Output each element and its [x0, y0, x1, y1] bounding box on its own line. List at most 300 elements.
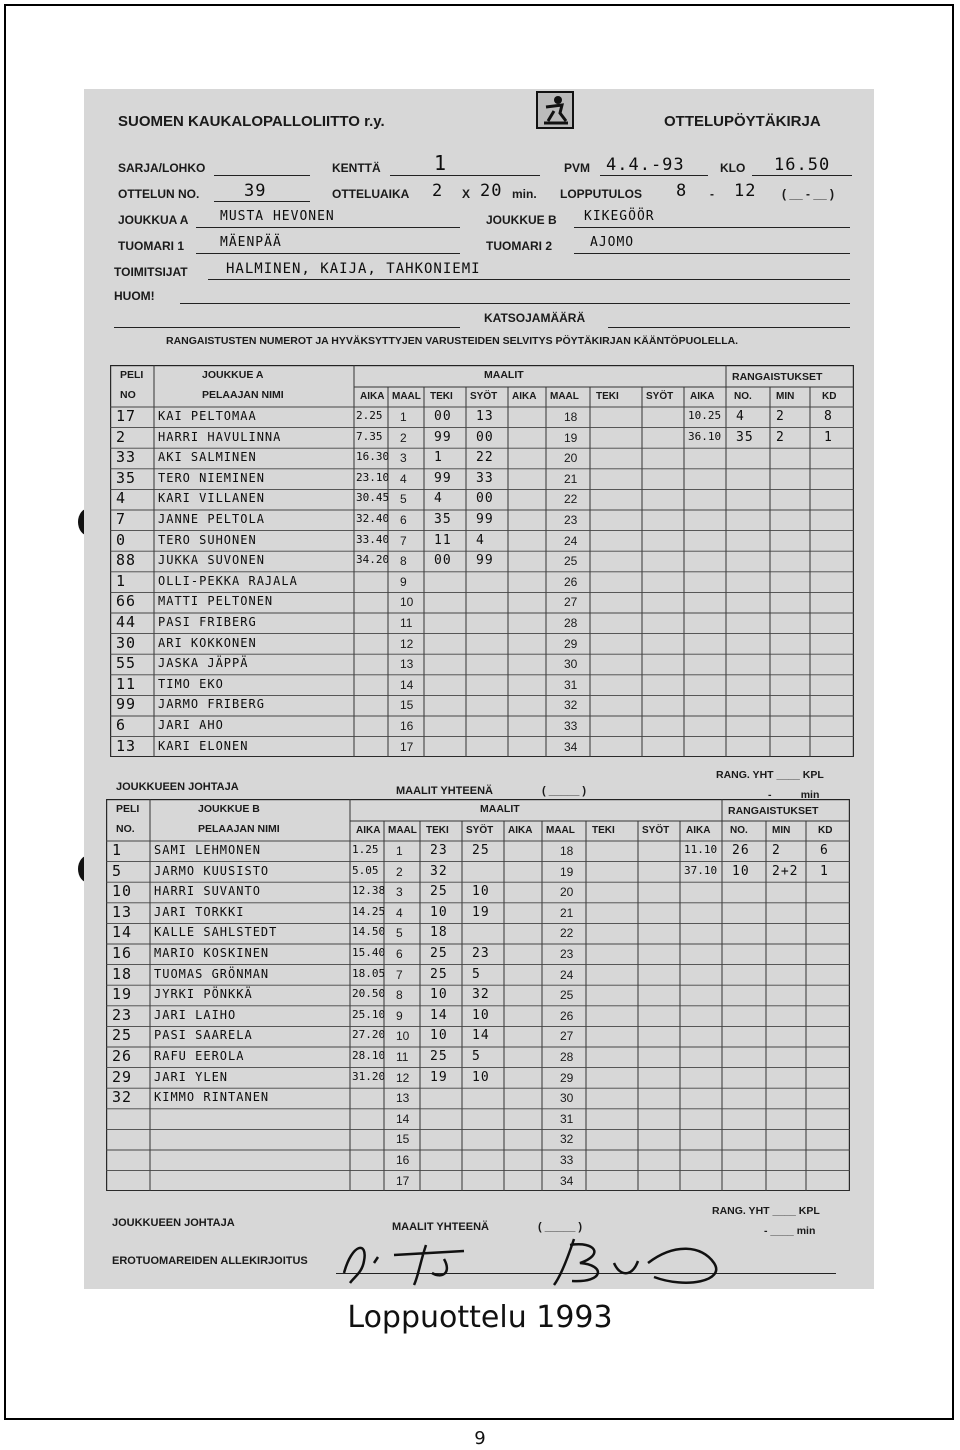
team-a-rang-yht-label: RANG. YHT ____ KPL [716, 769, 824, 781]
goal-scorer: 23 [430, 843, 448, 858]
col-sub-header: TEKI [426, 825, 449, 836]
tuomari1-value: MÄENPÄÄ [220, 235, 282, 250]
goal-time: 1.25 [352, 843, 379, 856]
aika-unit: min. [512, 187, 537, 201]
col-no: NO. [116, 823, 135, 835]
penalty-player: 10 [732, 863, 750, 879]
penalty-player: 26 [732, 843, 750, 858]
team-a-johtaja-label: JOUKKUEEN JOHTAJA [116, 781, 239, 793]
goal-assist: 33 [476, 470, 494, 486]
goal-number-2: 31 [564, 677, 578, 692]
col-sub-header: TEKI [430, 391, 453, 402]
penalty-minutes: 2+2 [772, 863, 799, 879]
goal-assist: 10 [472, 1007, 490, 1023]
goal-assist: 13 [476, 409, 494, 424]
player-name: RAFU EEROLA [154, 1049, 245, 1063]
goal-number-2: 33 [564, 719, 578, 733]
player-number: 13 [116, 736, 137, 755]
col-peli: PELI [116, 803, 140, 815]
tulos-dash: - [710, 187, 714, 201]
col-peli: PELI [120, 369, 144, 381]
player-name: OLLI-PEKKA RAJALA [158, 573, 298, 588]
goal-number-2: 23 [564, 513, 578, 527]
page-number: 9 [474, 1428, 486, 1449]
goal-assist: 23 [472, 946, 490, 961]
joukkue-a-value: MUSTA HEVONEN [220, 209, 335, 224]
goal-scorer: 25 [430, 946, 448, 961]
player-name: ARI KOKKONEN [158, 635, 257, 650]
goal-scorer: 1 [434, 450, 443, 466]
player-name: JARMO FRIBERG [158, 697, 265, 712]
player-name: JANNE PELTOLA [158, 512, 265, 526]
goal-time: 14.25 [352, 904, 386, 918]
col-rangaistukset: RANGAISTUKSET [732, 371, 823, 383]
goal-time: 23.10 [356, 470, 390, 484]
aika-minutes: 20 [480, 181, 503, 201]
referee-signatures [334, 1233, 754, 1289]
col-sub-header: AIKA [690, 391, 715, 402]
klo-value: 16.50 [774, 155, 831, 175]
penalty-minutes: 2 [776, 429, 785, 445]
goal-number: 5 [396, 926, 403, 941]
goal-number: 9 [400, 574, 407, 589]
col-sub-header: NO. [730, 825, 748, 836]
goal-assist: 5 [472, 1049, 481, 1064]
toimitsijat-label: TOIMITSIJAT [114, 265, 188, 279]
toimitsijat-value: HALMINEN, KAIJA, TAHKONIEMI [226, 261, 481, 277]
team-b-rang-yht-label: RANG. YHT ____ KPL [712, 1205, 820, 1217]
goal-number-2: 26 [564, 574, 578, 589]
player-number: 7 [116, 510, 127, 528]
col-sub-header: AIKA [508, 825, 533, 836]
goal-number-2: 28 [564, 616, 578, 630]
aika-x: X [462, 187, 471, 201]
tuomari2-line [574, 253, 850, 254]
goal-scorer: 18 [430, 925, 448, 941]
goal-number: 15 [400, 698, 414, 713]
col-sub-header: KD [818, 825, 833, 836]
goal-scorer: 25 [430, 966, 448, 982]
penalty-time: 10.25 [688, 409, 722, 422]
col-sub-header: SYÖT [470, 391, 498, 402]
goal-scorer: 35 [434, 512, 452, 527]
goal-assist: 10 [472, 1069, 490, 1085]
col-no: NO [120, 389, 136, 401]
goal-number: 8 [396, 988, 403, 1003]
player-number: 5 [112, 861, 123, 880]
goal-number-2: 22 [564, 492, 578, 507]
player-name: TERO NIEMINEN [158, 470, 265, 485]
col-sub-header: SYÖT [466, 825, 494, 836]
huom-label: HUOM! [114, 289, 155, 303]
goal-number: 17 [396, 1173, 410, 1188]
goal-time: 2.25 [356, 409, 383, 422]
goal-number: 15 [396, 1132, 410, 1147]
penalty-time: 36.10 [688, 429, 722, 443]
tuomari2-label: TUOMARI 2 [486, 239, 552, 253]
player-number: 66 [116, 592, 137, 611]
goal-number: 13 [400, 657, 414, 672]
goal-number: 3 [396, 885, 403, 900]
col-sub-header: AIKA [360, 391, 385, 402]
player-number: 10 [112, 882, 133, 901]
goal-assist: 99 [476, 512, 494, 527]
goal-time: 16.30 [356, 450, 390, 464]
goal-number: 10 [400, 595, 414, 610]
tulos-label: LOPPUTULOS [560, 187, 643, 201]
goal-assist: 25 [472, 843, 490, 858]
goal-scorer: 99 [434, 429, 452, 445]
player-name: JARMO KUUSISTO [154, 863, 270, 878]
col-sub-header: MAAL [392, 391, 421, 402]
player-number: 25 [112, 1026, 133, 1045]
joukkue-a-line [196, 227, 460, 228]
player-number: 19 [112, 985, 133, 1004]
player-name: HARRI HAVULINNA [158, 429, 282, 444]
goal-number-2: 31 [560, 1111, 574, 1126]
goal-number: 16 [396, 1153, 410, 1167]
katsoja-label: KATSOJAMÄÄRÄ [484, 311, 586, 325]
goal-time: 18.05 [352, 966, 386, 980]
goal-number-2: 33 [560, 1153, 574, 1167]
goal-number: 11 [396, 1050, 409, 1064]
joukkue-b-label: JOUKKUE B [486, 213, 557, 227]
tulos-b: 12 [734, 181, 757, 201]
goal-number: 17 [400, 739, 414, 754]
player-name: MARIO KOSKINEN [154, 946, 270, 960]
klo-line [752, 175, 852, 176]
document-title: OTTELUPÖYTÄKIRJA [664, 113, 821, 130]
goal-assist: 14 [472, 1028, 490, 1044]
penalty-minutes: 2 [772, 843, 781, 858]
goal-scorer: 19 [430, 1069, 448, 1085]
col-rangaistukset: RANGAISTUKSET [728, 805, 819, 817]
team-b-rang-min-label: - ____ min [764, 1225, 816, 1237]
col-sub-header: AIKA [512, 391, 537, 402]
team-b-maalit-yht-paren: ( _____ ) [538, 1221, 583, 1233]
goal-assist: 00 [476, 491, 494, 507]
goal-number: 4 [400, 471, 407, 486]
katsoja-line [608, 327, 850, 328]
goal-number: 2 [400, 430, 407, 445]
player-number: 18 [112, 964, 133, 983]
goal-number-2: 20 [564, 451, 578, 466]
goal-scorer: 25 [430, 1049, 448, 1064]
goal-number-2: 18 [564, 410, 578, 424]
goal-number-2: 27 [564, 595, 578, 610]
player-number: 0 [116, 530, 127, 549]
goal-scorer: 25 [430, 884, 448, 900]
goal-number: 14 [396, 1111, 410, 1126]
goal-number: 1 [400, 410, 407, 424]
player-name: JARI AHO [158, 718, 224, 732]
team-b-johtaja-label: JOUKKUEEN JOHTAJA [112, 1217, 235, 1229]
col-sub-header: TEKI [596, 391, 619, 402]
player-name: TUOMAS GRÖNMAN [154, 966, 270, 981]
goal-number: 12 [396, 1070, 410, 1085]
player-name: KARI ELONEN [158, 738, 249, 753]
col-sub-header: MAAL [550, 391, 579, 402]
player-name: SAMI LEHMONEN [154, 843, 261, 857]
player-number: 2 [116, 427, 127, 446]
player-number: 1 [112, 841, 123, 859]
goal-number-2: 26 [560, 1008, 574, 1023]
sarja-line [214, 175, 310, 176]
col-maalit: MAALIT [480, 803, 520, 815]
joukkue-b-line [574, 227, 850, 228]
penalty-code: 6 [820, 843, 829, 858]
tulos-a: 8 [676, 181, 688, 201]
goal-time: 34.20 [356, 553, 390, 567]
rangaistus-note: RANGAISTUSTEN NUMEROT JA HYVÄKSYTTYJEN VARUSTEIDEN SELVITYS PÖYTÄKIRJAN KÄÄNTÖPUOLELLA. [166, 335, 739, 347]
player-number: 29 [112, 1067, 133, 1086]
goal-scorer: 32 [430, 863, 448, 879]
aika-periods: 2 [432, 181, 444, 201]
goal-time: 15.40 [352, 946, 386, 959]
goal-assist: 00 [476, 429, 494, 445]
goal-number-2: 18 [560, 844, 574, 858]
goal-scorer: 14 [430, 1007, 448, 1023]
goal-scorer: 99 [434, 470, 452, 486]
goal-time: 30.45 [356, 491, 390, 505]
player-name: PASI SAARELA [154, 1028, 253, 1043]
col-sub-header: MIN [772, 825, 791, 836]
goal-number: 3 [400, 451, 407, 466]
goal-assist: 99 [476, 553, 494, 569]
goal-number-2: 24 [560, 967, 574, 982]
goal-time: 14.50 [352, 925, 386, 939]
pvm-label: PVM [564, 161, 591, 175]
penalty-minutes: 2 [776, 409, 785, 424]
team-a-rang-min-label: - ____ min [768, 789, 820, 801]
player-name: KALLE SAHLSTEDT [154, 925, 278, 940]
goal-number: 4 [396, 905, 403, 920]
player-name: JYRKI PÖNKKÄ [154, 987, 253, 1002]
player-number: 16 [112, 944, 133, 962]
goal-number: 8 [400, 554, 407, 569]
player-name: JUKKA SUVONEN [158, 553, 265, 568]
goal-number: 5 [400, 492, 407, 507]
player-number: 88 [116, 551, 137, 570]
goal-assist: 32 [472, 987, 490, 1003]
col-sub-header: TEKI [592, 825, 615, 836]
team-a-maalit-yht-label: MAALIT YHTEENÄ [396, 785, 493, 797]
goal-scorer: 11 [434, 532, 452, 548]
penalty-code: 1 [820, 863, 829, 879]
huom-line-2 [114, 327, 460, 328]
goal-time: 33.40 [356, 532, 390, 546]
goal-number-2: 25 [560, 988, 574, 1003]
col-sub-header: KD [822, 391, 837, 402]
player-name: JASKA JÄPPÄ [158, 656, 249, 671]
goal-number: 10 [396, 1029, 410, 1044]
goal-number-2: 27 [560, 1029, 574, 1044]
goal-time: 25.10 [352, 1007, 386, 1021]
player-name: KAI PELTOMAA [158, 409, 257, 423]
goal-assist: 22 [476, 450, 494, 466]
goal-time: 31.20 [352, 1069, 386, 1083]
player-name: TIMO EKO [158, 676, 224, 691]
player-name: KARI VILLANEN [158, 491, 265, 506]
goal-scorer: 4 [434, 491, 443, 507]
col-pelaaja: PELAAJAN NIMI [202, 389, 284, 401]
tuomari2-value: AJOMO [590, 235, 635, 250]
goal-assist: 10 [472, 884, 490, 900]
penalty-code: 1 [824, 429, 833, 445]
tulos-extra: ( __ - __ ) [782, 187, 835, 201]
huom-line [180, 303, 850, 304]
goal-number-2: 29 [560, 1070, 574, 1085]
joukkue-b-value: KIKEGÖÖR [584, 209, 655, 224]
player-number: 44 [116, 613, 137, 631]
goal-number-2: 19 [560, 864, 574, 879]
goal-number-2: 32 [560, 1132, 574, 1147]
goal-number-2: 23 [560, 947, 574, 961]
goal-scorer: 10 [430, 1028, 448, 1044]
ottelu-line [214, 201, 310, 202]
goal-time: 32.40 [356, 512, 390, 525]
col-sub-header: AIKA [356, 825, 381, 836]
goal-scorer: 00 [434, 409, 452, 424]
klo-label: KLO [720, 161, 746, 175]
goal-number: 7 [396, 967, 403, 982]
goal-number: 12 [400, 636, 414, 651]
col-sub-header: SYÖT [646, 391, 674, 402]
goal-number: 16 [400, 719, 414, 733]
ottelu-aika-label: OTTELUAIKA [332, 187, 410, 201]
player-number: 33 [116, 448, 137, 467]
penalty-time: 37.10 [684, 863, 718, 877]
player-number: 32 [112, 1088, 133, 1107]
goal-time: 28.10 [352, 1049, 386, 1062]
penalty-code: 8 [824, 409, 833, 424]
player-name: JARI TORKKI [154, 904, 245, 919]
kentta-label: KENTTÄ [332, 161, 381, 175]
pvm-value: 4.4.-93 [606, 155, 685, 175]
tuomari1-label: TUOMARI 1 [118, 239, 184, 253]
player-number: 35 [116, 468, 137, 487]
goal-number: 13 [396, 1091, 410, 1106]
penalty-player: 4 [736, 409, 745, 424]
goal-number-2: 25 [564, 554, 578, 569]
player-number: 6 [116, 716, 127, 734]
col-sub-header: MIN [776, 391, 795, 402]
photo-caption: Loppuottelu 1993 [347, 1300, 613, 1335]
hockey-player-logo-icon [536, 91, 574, 129]
goal-number-2: 20 [560, 885, 574, 900]
goal-number: 14 [400, 677, 414, 692]
goal-number-2: 30 [560, 1091, 574, 1106]
goal-number-2: 19 [564, 430, 578, 445]
goal-number: 9 [396, 1008, 403, 1023]
goal-number-2: 21 [560, 905, 574, 920]
goal-scorer: 10 [430, 987, 448, 1003]
signature-label: EROTUOMAREIDEN ALLEKIRJOITUS [112, 1255, 308, 1267]
goal-number: 11 [400, 616, 413, 630]
col-sub-header: MAAL [388, 825, 417, 836]
goal-scorer: 00 [434, 553, 452, 569]
goal-assist: 4 [476, 532, 485, 548]
goal-number-2: 22 [560, 926, 574, 941]
player-number: 30 [116, 633, 137, 652]
pvm-line [600, 175, 708, 176]
player-name: JARI YLEN [154, 1069, 229, 1084]
goal-number-2: 34 [564, 739, 578, 754]
goal-number-2: 34 [560, 1173, 574, 1188]
player-number: 13 [112, 902, 133, 921]
goal-number: 2 [396, 864, 403, 879]
player-number: 14 [112, 923, 133, 942]
player-name: PASI FRIBERG [158, 615, 257, 629]
joukkue-a-label: JOUKKUA A [118, 213, 189, 227]
player-number: 17 [116, 407, 137, 425]
col-team-label: JOUKKUE A [202, 369, 264, 381]
player-number: 55 [116, 654, 137, 673]
col-sub-header: NO. [734, 391, 752, 402]
col-sub-header: MAAL [546, 825, 575, 836]
player-number: 11 [116, 674, 137, 693]
player-name: MATTI PELTONEN [158, 594, 274, 609]
federation-name: SUOMEN KAUKALOPALLOLIITTO r.y. [118, 113, 385, 130]
sarja-label: SARJA/LOHKO [118, 161, 206, 175]
player-number: 1 [116, 571, 127, 590]
penalty-player: 35 [736, 429, 754, 445]
goal-number: 6 [396, 947, 403, 961]
team-b-maalit-yht-label: MAALIT YHTEENÄ [392, 1221, 489, 1233]
player-number: 23 [112, 1005, 133, 1024]
col-maalit: MAALIT [484, 369, 524, 381]
goal-number-2: 28 [560, 1050, 574, 1064]
goal-number: 1 [396, 844, 403, 858]
goal-assist: 19 [472, 904, 490, 920]
tuomari1-line [196, 253, 460, 254]
goal-time: 7.35 [356, 429, 383, 443]
player-name: KIMMO RINTANEN [154, 1090, 270, 1105]
goal-number: 6 [400, 513, 407, 527]
penalty-time: 11.10 [684, 843, 718, 856]
player-number: 99 [116, 695, 137, 714]
ottelu-value: 39 [244, 181, 267, 201]
player-name: HARRI SUVANTO [154, 884, 261, 899]
scoresheet-scan [84, 89, 874, 1289]
goal-number: 7 [400, 533, 407, 548]
kentta-line [390, 175, 540, 176]
kentta-value: 1 [434, 151, 448, 175]
goal-time: 12.38 [352, 884, 386, 898]
team-a-maalit-yht-paren: ( _____ ) [542, 785, 587, 797]
player-number: 26 [112, 1047, 133, 1065]
goal-scorer: 10 [430, 904, 448, 920]
goal-number-2: 32 [564, 698, 578, 713]
goal-number-2: 29 [564, 636, 578, 651]
goal-assist: 5 [472, 966, 481, 982]
toimitsijat-line [208, 279, 850, 280]
col-team-label: JOUKKUE B [198, 803, 260, 815]
player-number: 4 [116, 489, 127, 508]
goal-number-2: 24 [564, 533, 578, 548]
ottelu-label: OTTELUN NO. [118, 187, 200, 201]
goal-time: 27.20 [352, 1028, 386, 1042]
goal-time: 20.50 [352, 987, 386, 1001]
player-name: JARI LAIHO [154, 1007, 237, 1022]
goal-number-2: 21 [564, 471, 578, 486]
player-name: TERO SUHONEN [158, 532, 257, 547]
goal-time: 5.05 [352, 863, 379, 877]
col-sub-header: AIKA [686, 825, 711, 836]
col-pelaaja: PELAAJAN NIMI [198, 823, 280, 835]
col-sub-header: SYÖT [642, 825, 670, 836]
goal-number-2: 30 [564, 657, 578, 672]
